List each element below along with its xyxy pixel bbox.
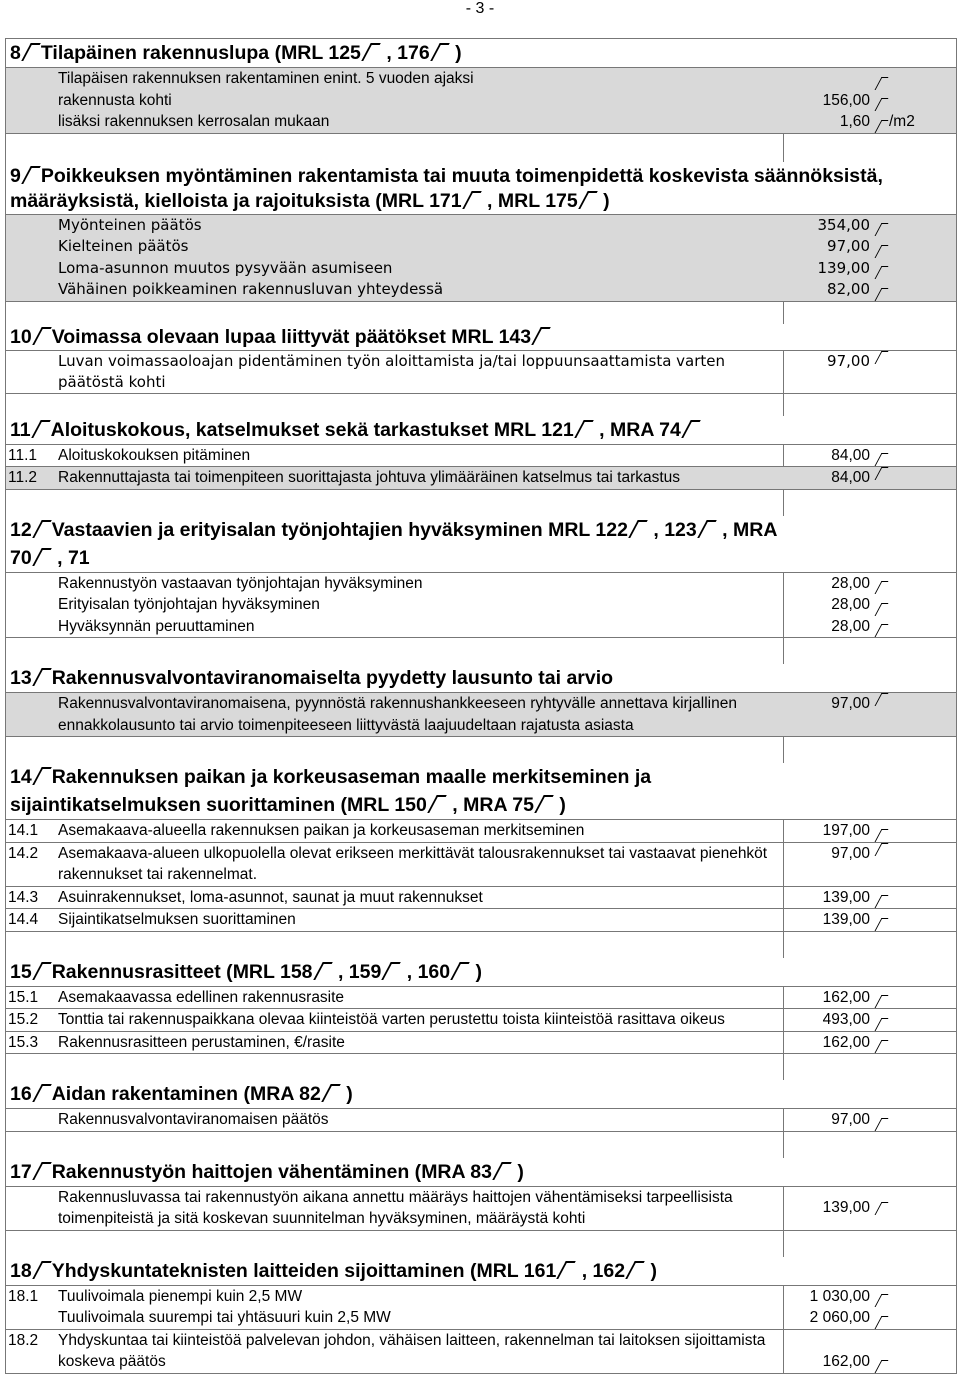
row-amount: 97,00 <box>831 695 870 712</box>
table-row <box>6 445 956 467</box>
missing-glyph-icon <box>877 918 886 931</box>
table-row <box>6 466 956 489</box>
row-text: Rakennusluvassa tai rakennustyön aikana annettu määräys haittojen vähentämiseksi tarpeellisista toimenpiteistä ja sitä koskevan suunnitelman hyväksyminen, määräystä kohti <box>58 1188 733 1227</box>
missing-glyph-icon <box>877 1294 886 1307</box>
section-heading: 12 Vastaavien ja erityisalan työnjohtajien hyväksyminen MRL 122 , 123 , MRA 70 , 71 <box>6 516 956 573</box>
row-unit <box>872 987 956 1009</box>
section-8 <box>6 38 956 134</box>
row-unit <box>872 1109 956 1131</box>
row-unit <box>872 887 956 909</box>
section-15 <box>6 958 956 1055</box>
table-row <box>6 1008 956 1031</box>
table-row <box>6 616 956 638</box>
table-row <box>6 1329 956 1373</box>
section-12 <box>6 516 956 639</box>
row-text: Asuinrakennukset, loma-asunnot, saunat ja muut rakennukset <box>58 888 483 906</box>
row-amount <box>780 68 872 90</box>
row-text: rakennusta kohti <box>58 91 172 109</box>
row-amount: 139,00 <box>817 258 870 277</box>
row-amount: 97,00 <box>827 351 870 370</box>
table-row <box>6 279 956 301</box>
table-row <box>6 215 956 237</box>
table-row <box>6 1109 956 1131</box>
table-row <box>6 258 956 280</box>
table-row <box>6 1187 956 1230</box>
row-number: 14.3 <box>8 888 39 906</box>
missing-glyph-icon <box>877 351 886 364</box>
row-unit <box>872 693 956 736</box>
row-text: Tonttia tai rakennuspaikkana olevaa kiinteistöä varten perustettu toista kiinteistöä rasittava oikeus <box>58 1011 725 1028</box>
table-row <box>6 1307 956 1329</box>
row-amount: 162,00 <box>822 988 870 1006</box>
row-amount: 97,00 <box>831 1111 870 1128</box>
row-number: 15.2 <box>8 1011 39 1028</box>
missing-glyph-icon <box>877 1118 886 1131</box>
row-amount: 28,00 <box>831 617 870 635</box>
missing-glyph-icon <box>877 895 886 908</box>
missing-glyph-icon <box>36 767 48 785</box>
row-amount: 97,00 <box>827 237 870 255</box>
table-row <box>6 1286 956 1308</box>
row-text: Tuulivoimala pienempi kuin 2,5 MW <box>58 1287 303 1305</box>
missing-glyph-icon <box>36 962 48 980</box>
missing-glyph-icon <box>877 693 886 706</box>
missing-glyph-icon <box>877 1018 886 1031</box>
missing-glyph-icon <box>466 191 478 209</box>
table-row <box>6 68 956 90</box>
row-text: Erityisalan työnjohtajan hyväksyminen <box>58 596 320 613</box>
row-unit <box>872 258 956 280</box>
row-text: Aloituskokouksen pitäminen <box>58 446 251 464</box>
row-number: 15.3 <box>8 1033 39 1051</box>
row-amount: 354,00 <box>817 215 870 234</box>
section-10 <box>6 324 956 394</box>
row-number: 14.4 <box>8 911 39 928</box>
table-row <box>6 693 956 736</box>
row-text: Hyväksynnän peruuttaminen <box>58 617 255 635</box>
row-unit <box>872 467 956 489</box>
row-amount: 139,00 <box>822 1199 870 1217</box>
section-heading: 14 Rakennuksen paikan ja korkeusaseman maalle merkitseminen ja sijaintikatselmuksen suorittaminen (MRL 150 , MRA 75 ) <box>6 763 956 820</box>
section-heading: 13 Rakennusvalvontaviranomaiselta pyydetty lausunto tai arvio <box>6 664 956 693</box>
table-row <box>6 1031 956 1054</box>
missing-glyph-icon <box>632 520 644 538</box>
row-amount: 84,00 <box>831 469 870 486</box>
row-unit <box>872 236 956 258</box>
missing-glyph-icon <box>325 1084 337 1102</box>
missing-glyph-icon <box>496 1162 508 1180</box>
table-row <box>6 842 956 886</box>
row-unit <box>872 573 956 595</box>
missing-glyph-icon <box>431 795 443 813</box>
row-amount: 28,00 <box>831 574 870 592</box>
section-heading: 8 Tilapäinen rakennuslupa (MRL 125 , 176 ) <box>6 39 956 68</box>
missing-glyph-icon <box>877 77 886 90</box>
row-text: Asemakaavassa edellinen rakennusrasite <box>58 988 345 1006</box>
missing-glyph-icon <box>877 245 886 258</box>
missing-glyph-icon <box>877 843 886 856</box>
missing-glyph-icon <box>25 166 37 184</box>
missing-glyph-icon <box>25 43 37 61</box>
row-text: Rakennusvalvontaviranomaisena, pyynnöstä rakennushankkeeseen ryhtyvälle annettava kirjallinen ennakkolausunto tai arvio toimenpiteeseen liittyvästä laajuudeltaan rajatusta asiasta <box>58 695 737 734</box>
row-unit <box>872 279 956 301</box>
missing-glyph-icon <box>877 1316 886 1329</box>
missing-glyph-icon <box>578 420 590 438</box>
row-amount: 493,00 <box>822 1011 870 1028</box>
table-row <box>6 90 956 112</box>
row-text: Vähäinen poikkeaminen rakennusluvan yhteydessä <box>58 280 444 298</box>
row-amount: 97,00 <box>831 844 870 862</box>
section-heading: 9 Poikkeuksen myöntäminen rakentamista tai muuta toimenpidettä koskevista säännöksistä, määräyksistä, kielloista ja rajoituksista (MRL 171 , MRL 175 ) <box>6 162 956 215</box>
missing-glyph-icon <box>877 266 886 279</box>
row-amount: 2 060,00 <box>809 1309 870 1326</box>
missing-glyph-icon <box>35 420 47 438</box>
missing-glyph-icon <box>535 327 547 345</box>
row-text: Loma-asunnon muutos pysyvään asumiseen <box>58 258 393 277</box>
row-amount: 1 030,00 <box>809 1287 870 1305</box>
table-row <box>6 111 956 133</box>
missing-glyph-icon <box>877 467 886 480</box>
missing-glyph-icon <box>685 420 697 438</box>
missing-glyph-icon <box>36 1084 48 1102</box>
row-text: Rakennusrasitteen perustaminen, €/rasite <box>58 1033 345 1051</box>
row-number: 18.2 <box>8 1331 39 1349</box>
row-text: Tuulivoimala suurempi tai yhtäsuuri kuin 2,5 MW <box>58 1309 391 1326</box>
row-text: Asemakaava-alueen ulkopuolella olevat erikseen merkittävät talousrakennukset tai vastaavat pienehköt rakennukset tai rakennelmat. <box>58 844 768 883</box>
row-number: 11.1 <box>8 446 38 464</box>
missing-glyph-icon <box>36 520 48 538</box>
missing-glyph-icon <box>701 520 713 538</box>
row-number: 18.1 <box>8 1287 39 1305</box>
row-number <box>6 1307 58 1329</box>
row-unit <box>872 215 956 237</box>
row-number: 15.1 <box>8 988 39 1006</box>
table-row <box>6 594 956 616</box>
row-amount: 139,00 <box>822 911 870 928</box>
row-text: Rakennustyön vastaavan työnjohtajan hyväksyminen <box>58 574 423 592</box>
row-unit <box>872 594 956 616</box>
missing-glyph-icon <box>36 548 48 566</box>
row-text: Luvan voimassaoloajan pidentäminen työn aloittamista ja/tai loppuunsaattamista varten päätöstä kohti <box>58 351 726 391</box>
missing-glyph-icon <box>877 995 886 1008</box>
missing-glyph-icon <box>385 962 397 980</box>
section-heading: 11 Aloituskokous, katselmukset sekä tarkastukset MRL 121 , MRA 74 <box>6 416 956 445</box>
table-row <box>6 987 956 1009</box>
table-row <box>6 820 956 842</box>
missing-glyph-icon <box>877 1360 886 1373</box>
row-unit <box>872 90 956 112</box>
row-unit: /m2 <box>872 111 956 133</box>
missing-glyph-icon <box>877 120 886 133</box>
missing-glyph-icon <box>36 1261 48 1279</box>
row-unit <box>872 909 956 931</box>
row-amount: 162,00 <box>822 1033 870 1051</box>
missing-glyph-icon <box>877 223 886 236</box>
row-unit <box>872 820 956 842</box>
row-number: 11.2 <box>8 469 38 486</box>
row-unit <box>872 1330 956 1373</box>
row-text: Rakennuttajasta tai toimenpiteen suorittajasta johtuva ylimääräinen katselmus tai tarkastus <box>58 469 681 486</box>
section-17 <box>6 1158 956 1231</box>
missing-glyph-icon <box>454 962 466 980</box>
missing-glyph-icon <box>877 98 886 111</box>
row-amount: 162,00 <box>822 1353 870 1370</box>
row-unit <box>872 445 956 467</box>
row-unit <box>872 1286 956 1308</box>
row-text: lisäksi rakennuksen kerrosalan mukaan <box>58 113 330 130</box>
missing-glyph-icon <box>877 288 886 301</box>
section-9 <box>6 162 956 302</box>
row-text: Tilapäisen rakennuksen rakentaminen enint. 5 vuoden ajaksi <box>58 70 474 87</box>
missing-glyph-icon <box>538 795 550 813</box>
row-amount: 1,60 <box>839 113 870 130</box>
table-row <box>6 886 956 909</box>
row-amount: 82,00 <box>827 280 870 298</box>
row-number: 14.2 <box>8 844 39 862</box>
row-unit <box>872 616 956 638</box>
missing-glyph-icon <box>629 1261 641 1279</box>
row-number: 14.1 <box>8 822 39 839</box>
table-row <box>6 573 956 595</box>
row-text: Yhdyskuntaa tai kiinteistöä palvelevan johdon, vähäisen laitteen, rakennelman tai laitoksen sijoittamista koskeva päätös <box>58 1331 766 1370</box>
table-row <box>6 236 956 258</box>
missing-glyph-icon <box>317 962 329 980</box>
section-14 <box>6 763 956 932</box>
missing-glyph-icon <box>36 1162 48 1180</box>
section-16 <box>6 1080 956 1132</box>
missing-glyph-icon <box>36 668 48 686</box>
row-text: Asemakaava-alueella rakennuksen paikan ja korkeusaseman merkitseminen <box>58 822 585 839</box>
row-unit <box>872 843 956 886</box>
missing-glyph-icon <box>877 1040 886 1053</box>
row-text: Sijaintikatselmuksen suorittaminen <box>58 911 296 928</box>
section-heading: 17 Rakennustyön haittojen vähentäminen (MRA 83 ) <box>6 1158 956 1187</box>
row-unit <box>872 1032 956 1054</box>
row-text: Myönteinen päätös <box>58 215 202 234</box>
row-amount: 139,00 <box>822 888 870 906</box>
row-amount: 197,00 <box>822 822 870 839</box>
row-text: Kielteinen päätös <box>58 237 189 255</box>
table-row <box>6 908 956 931</box>
missing-glyph-icon <box>36 327 48 345</box>
missing-glyph-icon <box>582 191 594 209</box>
missing-glyph-icon <box>365 43 377 61</box>
missing-glyph-icon <box>877 829 886 842</box>
section-13 <box>6 664 956 737</box>
row-amount: 84,00 <box>831 446 870 464</box>
row-unit <box>872 1009 956 1031</box>
section-heading: 15 Rakennusrasitteet (MRL 158 , 159 , 160 ) <box>6 958 956 987</box>
section-heading: 10 Voimassa olevaan lupaa liittyvät päätökset MRL 143 <box>6 324 956 351</box>
missing-glyph-icon <box>877 603 886 616</box>
missing-glyph-icon <box>877 453 886 466</box>
missing-glyph-icon <box>877 581 886 594</box>
row-text: Rakennusvalvontaviranomaisen päätös <box>58 1111 329 1128</box>
row-unit <box>872 351 956 393</box>
row-amount: 28,00 <box>831 596 870 613</box>
missing-glyph-icon <box>560 1261 572 1279</box>
row-unit <box>872 1307 956 1329</box>
section-11 <box>6 416 956 490</box>
row-unit <box>872 1187 956 1230</box>
page-number: - 3 - <box>465 0 495 17</box>
missing-glyph-icon <box>434 43 446 61</box>
table-row <box>6 351 956 393</box>
missing-glyph-icon <box>877 624 886 637</box>
section-heading: 18 Yhdyskuntateknisten laitteiden sijoittaminen (MRL 161 , 162 ) <box>6 1257 956 1286</box>
fee-table <box>5 38 957 1374</box>
row-unit <box>872 68 956 90</box>
section-heading: 16 Aidan rakentaminen (MRA 82 ) <box>6 1080 956 1109</box>
missing-glyph-icon <box>877 1202 886 1215</box>
row-amount: 156,00 <box>822 91 870 109</box>
section-18 <box>6 1257 956 1374</box>
